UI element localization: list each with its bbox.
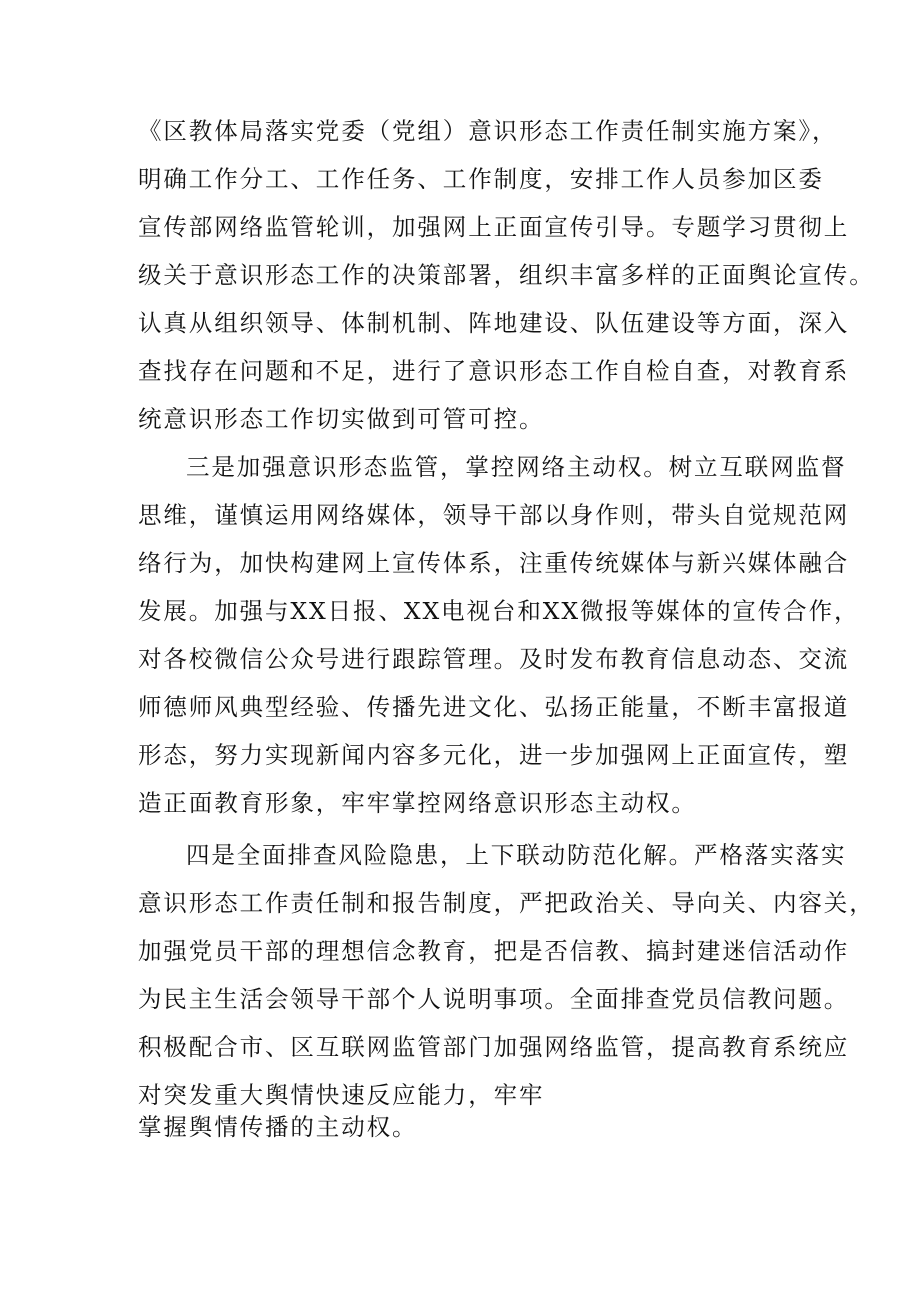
text-line: 对突发重大舆情快速反应能力，牢牢 (138, 1081, 545, 1109)
text-line: 查找存在问题和不足，进行了意识形态工作自检自查，对教育系 (138, 357, 850, 385)
text-line: 为民主生活会领导干部个人说明事项。全面排查党员信教问题。 (138, 985, 850, 1013)
paragraph-start: 四是全面排查风险隐患，上下联动防范化解。严格落实落实 (186, 841, 847, 869)
text-line: 掌握舆情传播的主动权。 (138, 1113, 418, 1141)
text-line: 宣传部网络监管轮训，加强网上正面宣传引导。专题学习贯彻上 (138, 213, 850, 241)
text-line: 形态，努力实现新闻内容多元化，进一步加强网上正面宣传，塑 (138, 741, 850, 769)
text-line: 积极配合市、区互联网监管部门加强网络监管，提高教育系统应 (138, 1033, 850, 1061)
text-line: 思维，谨慎运用网络媒体，领导干部以身作则，带头自觉规范网 (138, 501, 850, 529)
text-line: 统意识形态工作切实做到可管可控。 (138, 405, 545, 433)
text-line: 加强党员干部的理想信念教育，把是否信教、搞封建迷信活动作 (138, 937, 850, 965)
text-line: 级关于意识形态工作的决策部署，组织丰富多样的正面舆论宣传。 (138, 261, 875, 289)
text-line-content: 明确工作分工、工作任务、工作制度，安排工作人员参加区委 (138, 165, 824, 193)
text-line: 络行为，加快构建网上宣传体系，注重传统媒体与新兴媒体融合 (138, 549, 850, 577)
text-line: 对各校微信公众号进行跟踪管理。及时发布教育信息动态、交流 (138, 645, 850, 673)
paragraph-start: 三是加强意识形态监管，掌控网络主动权。树立互联网监督 (186, 453, 847, 481)
text-line: 《区教体局落实党委（党组）意识形态工作责任制实施方案》， (138, 117, 838, 145)
text-line: 意识形态工作责任制和报告制度，严把政治关、导向关、内容关， (138, 889, 875, 917)
text-line: 造正面教育形象，牢牢掌控网络意识形态主动权。 (138, 789, 697, 817)
text-line-with-redaction (138, 164, 824, 194)
text-line: 师德师风典型经验、传播先进文化、弘扬正能量，不断丰富报道 (138, 693, 850, 721)
text-line: 发展。加强与XX日报、XX电视台和XX微报等媒体的宣传合作， (138, 597, 860, 625)
text-line: 认真从组织领导、体制机制、阵地建设、队伍建设等方面，深入 (138, 309, 850, 337)
